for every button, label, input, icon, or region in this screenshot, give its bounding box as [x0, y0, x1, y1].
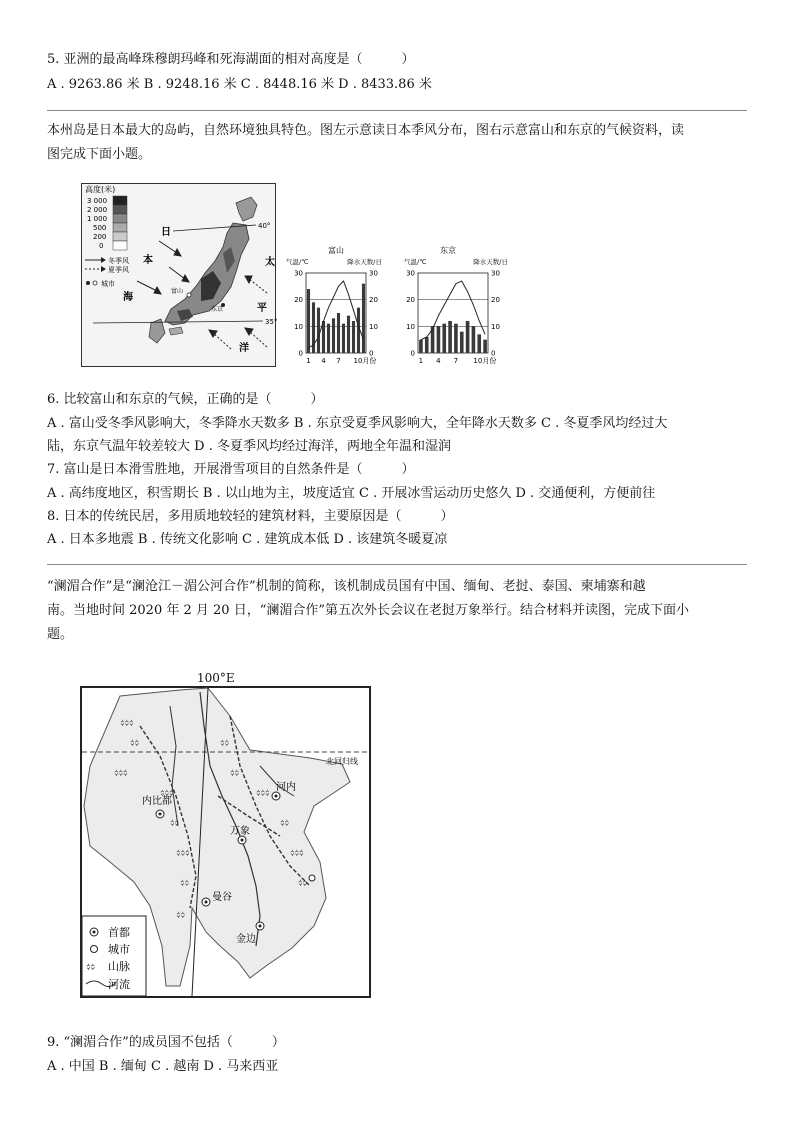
question-8-stem: 8. 日本的传统民居，多用质地较轻的建筑材料，主要原因是（ ） — [47, 509, 454, 524]
svg-text:᨟᨟: ᨟᨟ — [130, 739, 140, 749]
svg-text:太: 太 — [265, 257, 275, 268]
japan-monsoon-map — [81, 183, 276, 367]
svg-text:᨟᨟: ᨟᨟ — [180, 879, 190, 889]
left-tick-label: 10 — [406, 322, 415, 331]
svg-text:1 000: 1 000 — [87, 215, 108, 223]
svg-text:2 000: 2 000 — [87, 206, 108, 214]
right-axis-label: 降水天数/日 — [473, 258, 508, 266]
svg-text:洋: 洋 — [239, 343, 249, 354]
svg-text:夏季风: 夏季风 — [108, 266, 129, 274]
svg-text:200: 200 — [93, 233, 107, 241]
question-8-options: A . 日本多地震 B . 传统文化影响 C . 建筑成本低 D . 该建筑冬暖夏凉 — [47, 532, 448, 547]
precip-bar — [342, 324, 345, 353]
left-tick-label: 20 — [294, 296, 303, 305]
svg-text:᨟᨟: ᨟᨟ — [230, 769, 240, 779]
right-tick-label: 10 — [369, 322, 378, 331]
svg-text:᨟᨟᨟: ᨟᨟᨟ — [256, 789, 270, 799]
passage-2-line-2: 南。当地时间 2020 年 2 月 20 日，“澜湄合作”第五次外长会议在老挝万象举行。结合材料并读图，完成下面小 — [47, 603, 689, 618]
month-tick-label: 1 — [306, 357, 311, 365]
map-legend — [82, 916, 146, 996]
question-6-options-line-1: A . 富山受冬季风影响大，冬季降水天数多 B . 东京受夏季风影响大，全年降水天数多 C . 冬夏季风均经过大 — [47, 416, 668, 431]
svg-text:河流: 河流 — [108, 978, 130, 991]
svg-text:富山: 富山 — [171, 288, 184, 295]
toyama-marker — [187, 293, 191, 297]
precip-bar — [454, 324, 458, 353]
svg-text:平: 平 — [257, 303, 267, 314]
svg-text:᨟᨟: ᨟᨟ — [298, 879, 308, 889]
svg-text:᨟᨟: ᨟᨟ — [86, 963, 96, 973]
month-tick-label: 10月份 — [353, 357, 377, 365]
svg-text:冬季风: 冬季风 — [108, 257, 129, 265]
right-tick-label: 10 — [491, 322, 500, 331]
precip-bar — [362, 284, 365, 353]
city-marker — [309, 875, 315, 881]
precip-bar — [337, 313, 340, 353]
svg-text:海: 海 — [123, 292, 133, 303]
right-tick-label: 30 — [491, 269, 500, 278]
svg-text:万象: 万象 — [230, 826, 250, 837]
left-axis-label: 气温/℃ — [286, 258, 309, 266]
temperature-line — [421, 281, 485, 340]
svg-text:河内: 河内 — [276, 782, 296, 793]
passage-1-line-1: 本州岛是日本最大的岛屿，自然环境独具特色。图左示意读日本季风分布，图右示意富山和东京的气候资料，读 — [47, 123, 685, 138]
svg-text:城市: 城市 — [108, 943, 130, 956]
svg-text:᨟᨟: ᨟᨟ — [280, 819, 290, 829]
temperature-line — [309, 281, 364, 348]
left-tick-label: 0 — [410, 349, 415, 358]
month-tick-label: 7 — [336, 357, 341, 365]
svg-text:日: 日 — [161, 227, 171, 238]
right-tick-label: 0 — [491, 349, 496, 358]
month-tick-label: 4 — [321, 357, 326, 365]
divider — [47, 564, 747, 565]
passage-2-line-1: “澜湄合作”是“澜沧江－湄公河合作”机制的简称，该机制成员国有中国、缅甸、老挝、泰国、柬埔寨和越 — [47, 579, 646, 594]
svg-text:金边: 金边 — [236, 934, 256, 945]
left-tick-label: 20 — [406, 296, 415, 305]
svg-text:本: 本 — [143, 255, 153, 266]
precip-bar — [419, 340, 423, 353]
precip-bar — [466, 321, 470, 353]
month-tick-label: 1 — [418, 357, 424, 365]
precip-bar — [307, 289, 310, 353]
precip-bar — [352, 321, 355, 353]
svg-text:᨟᨟: ᨟᨟ — [176, 911, 186, 921]
right-axis-label: 降水天数/日 — [347, 258, 382, 266]
left-tick-label: 10 — [294, 322, 303, 331]
left-tick-label: 0 — [298, 349, 303, 358]
chart-title: 东京 — [440, 246, 456, 255]
precip-bar — [448, 321, 452, 353]
precip-bar — [460, 332, 464, 353]
svg-text:᨟᨟᨟: ᨟᨟᨟ — [114, 769, 128, 779]
question-6-stem: 6. 比较富山和东京的气候，正确的是（ ） — [47, 392, 324, 407]
legend-title: 高度(米) — [85, 185, 116, 194]
svg-text:首都: 首都 — [108, 926, 130, 939]
precip-bar — [483, 340, 487, 353]
question-7-stem: 7. 富山是日本滑雪胜地，开展滑雪项目的自然条件是（ ） — [47, 462, 415, 477]
precip-bar — [327, 324, 330, 353]
svg-text:曼谷: 曼谷 — [212, 892, 232, 903]
precip-bar — [442, 324, 446, 353]
precip-bar — [477, 334, 481, 353]
question-9-options: A . 中国 B . 缅甸 C . 越南 D . 马来西亚 — [47, 1059, 279, 1074]
precip-bar — [437, 326, 441, 353]
svg-text:城市: 城市 — [101, 280, 115, 288]
svg-text:᨟᨟᨟: ᨟᨟᨟ — [120, 719, 134, 729]
precip-bar — [472, 326, 476, 353]
svg-text:东京: 东京 — [211, 306, 224, 313]
precip-bar — [332, 318, 335, 353]
svg-text:᨟᨟: ᨟᨟ — [170, 819, 180, 829]
svg-text:35°: 35° — [265, 318, 278, 326]
passage-2-line-3: 题。 — [47, 627, 74, 642]
svg-text:᨟᨟᨟: ᨟᨟᨟ — [176, 849, 190, 859]
right-tick-label: 30 — [369, 269, 378, 278]
precip-bar — [347, 316, 350, 353]
right-tick-label: 20 — [369, 296, 378, 305]
left-tick-label: 30 — [406, 269, 415, 278]
svg-text:᨟᨟: ᨟᨟ — [220, 739, 230, 749]
svg-text:0: 0 — [99, 242, 104, 250]
question-5-options: A . 9263.86 米 B . 9248.16 米 C . 8448.16 米 D . 8433.86 米 — [47, 77, 432, 92]
question-7-options: A . 高纬度地区，积雪期长 B . 以山地为主，坡度适宜 C . 开展冰雪运动历史悠久 D . 交通便利，方便前往 — [47, 486, 656, 501]
climate-chart-toyama — [284, 243, 384, 370]
question-5-stem: 5. 亚洲的最高峰珠穆朗玛峰和死海湖面的相对高度是（ ） — [47, 52, 415, 67]
svg-text:40°: 40° — [258, 222, 271, 230]
svg-text:3 000: 3 000 — [87, 197, 108, 205]
mekong-region-map — [80, 686, 371, 998]
month-tick-label: 10月份 — [473, 357, 497, 365]
month-tick-label: 7 — [453, 357, 459, 365]
svg-text:500: 500 — [93, 224, 107, 232]
left-axis-label: 气温/℃ — [404, 258, 427, 266]
svg-text:内比都: 内比都 — [142, 796, 172, 807]
question-9-stem: 9. “澜湄合作”的成员国不包括（ ） — [47, 1035, 285, 1050]
right-tick-label: 20 — [491, 296, 500, 305]
divider — [47, 110, 747, 111]
chart-title: 富山 — [328, 246, 344, 255]
precip-bar — [317, 308, 320, 353]
question-6-options-line-2: 陆，东京气温年较差较大 D . 冬夏季风均经过海洋，两地全年温和湿润 — [47, 439, 451, 454]
precip-bar — [425, 337, 429, 353]
svg-text:᨟᨟᨟: ᨟᨟᨟ — [160, 789, 174, 799]
month-tick-label: 4 — [436, 357, 441, 365]
svg-text:᨟᨟᨟: ᨟᨟᨟ — [290, 849, 304, 859]
climate-chart-tokyo — [402, 243, 510, 370]
svg-text:山脉: 山脉 — [108, 960, 130, 973]
right-tick-label: 0 — [369, 349, 374, 358]
passage-1-line-2: 图完成下面小题。 — [47, 147, 152, 162]
meridian-label: 100°E — [197, 671, 235, 685]
svg-text:北回归线: 北回归线 — [326, 757, 358, 766]
left-tick-label: 30 — [294, 269, 303, 278]
